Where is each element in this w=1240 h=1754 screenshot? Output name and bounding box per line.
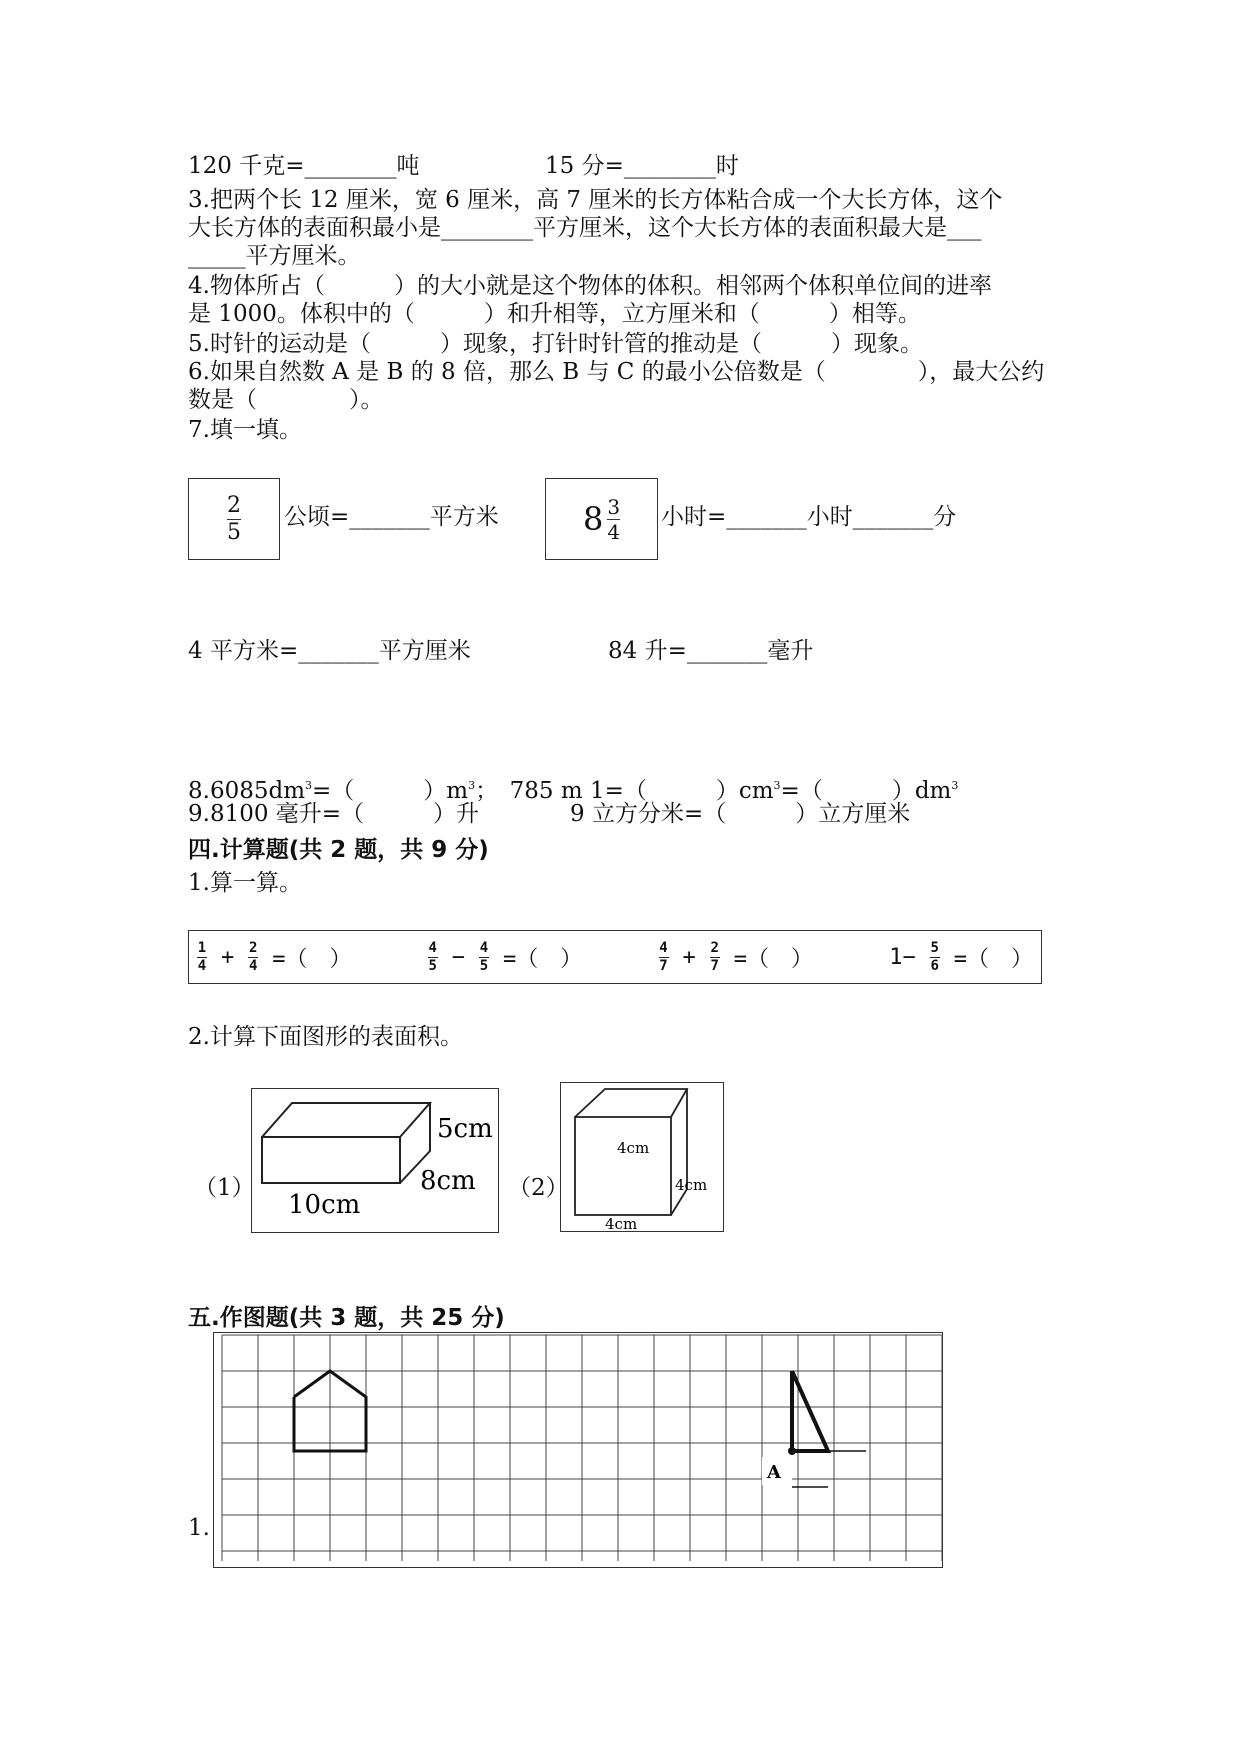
s4-q1: 1.算一算。 bbox=[188, 870, 302, 896]
cuboid-length-label: 10cm bbox=[288, 1190, 361, 1220]
q9-line-b: 9 立方分米=（ ）立方厘米 bbox=[570, 801, 911, 827]
shape-2-label: （2） bbox=[508, 1175, 569, 1201]
cuboid-height-label: 5cm bbox=[437, 1114, 493, 1144]
fraction-box-1 bbox=[188, 478, 280, 560]
point-a-label: A bbox=[767, 1462, 781, 1483]
calc-item-2: 4 5 − 4 5 =（ ） bbox=[428, 939, 583, 974]
section-5-heading: 五.作图题(共 3 题，共 25 分) bbox=[188, 1305, 505, 1331]
fraction-numerator: 2 bbox=[227, 492, 241, 518]
cube-height-label: 4cm bbox=[617, 1139, 650, 1157]
mixed-whole: 8 bbox=[582, 500, 604, 538]
cuboid-figure bbox=[251, 1088, 499, 1233]
cuboid-width-label: 8cm bbox=[420, 1166, 476, 1196]
q2-line-b: 15 分=________时 bbox=[545, 153, 739, 179]
fraction-2-5 bbox=[227, 492, 241, 545]
fill3-text: 4 平方米=_______平方厘米 bbox=[188, 638, 471, 664]
calc-item-1: 1 4 + 2 4 =（ ） bbox=[197, 939, 352, 974]
shape-1-label: （1） bbox=[194, 1175, 255, 1201]
q6-line1: 6.如果自然数 A 是 B 的 8 倍，那么 B 与 C 的最小公倍数是（ ），最大公约 bbox=[188, 359, 1045, 385]
calc-item-3: 4 7 + 2 7 =（ ） bbox=[659, 939, 813, 974]
q3-line2: 大长方体的表面积最小是________平方厘米，这个大长方体的表面积最大是___ bbox=[188, 215, 982, 241]
fill2-text: 小时=_______小时_______分 bbox=[661, 504, 957, 530]
fill4-text: 84 升=_______毫升 bbox=[608, 638, 814, 664]
q4-line1: 4.物体所占（ ）的大小就是这个物体的体积。相邻两个体积单位间的进率 bbox=[188, 273, 992, 299]
fraction-numerator: 3 bbox=[607, 494, 621, 519]
calc-item-4: 1− 5 6 =（ ） bbox=[889, 939, 1033, 974]
calc-strip bbox=[188, 930, 1042, 984]
q4-line2: 是 1000。体积中的（ ）和升相等，立方厘米和（ ）相等。 bbox=[188, 301, 921, 327]
q3-line3: _____平方厘米。 bbox=[188, 243, 361, 269]
point-a-marker bbox=[788, 1447, 796, 1455]
cube-width-label: 4cm bbox=[605, 1215, 638, 1231]
right-triangle-shape bbox=[792, 1371, 828, 1451]
s4-q2: 2.计算下面图形的表面积。 bbox=[188, 1024, 463, 1050]
drawing-grid-frame bbox=[213, 1332, 943, 1568]
fraction-3-4 bbox=[607, 494, 621, 544]
cube-drawing bbox=[561, 1083, 723, 1231]
q7-title: 7.填一填。 bbox=[188, 417, 302, 443]
s5-q1: 1. bbox=[188, 1515, 210, 1541]
q5-line: 5.时针的运动是（ ）现象，打针时针管的推动是（ ）现象。 bbox=[188, 331, 923, 357]
q2-line-a: 120 千克=________吨 bbox=[188, 153, 420, 179]
fill1-text: 公顷=_______平方米 bbox=[284, 504, 499, 530]
fraction-denominator: 4 bbox=[607, 519, 621, 544]
q8-line: $8.6085dm^3=$（ ）$m^3$； 785 m 1=（ ）$cm^3=$（ ）$dm^3$ bbox=[188, 778, 959, 804]
drawing-grid bbox=[214, 1333, 942, 1567]
cube-depth-label: 4cm bbox=[675, 1176, 708, 1194]
cube-figure bbox=[560, 1082, 724, 1232]
fraction-box-2 bbox=[545, 478, 658, 560]
cuboid-drawing bbox=[252, 1089, 498, 1232]
q6-line2: 数是（ ）。 bbox=[188, 387, 384, 413]
section-4-heading: 四.计算题(共 2 题，共 9 分) bbox=[188, 837, 489, 863]
q9-line-a: 9.8100 毫升=（ ）升 bbox=[188, 801, 480, 827]
fraction-denominator: 5 bbox=[227, 519, 241, 545]
q3-line1: 3.把两个长 12 厘米，宽 6 厘米，高 7 厘米的长方体粘合成一个大长方体，这个 bbox=[188, 187, 1003, 213]
